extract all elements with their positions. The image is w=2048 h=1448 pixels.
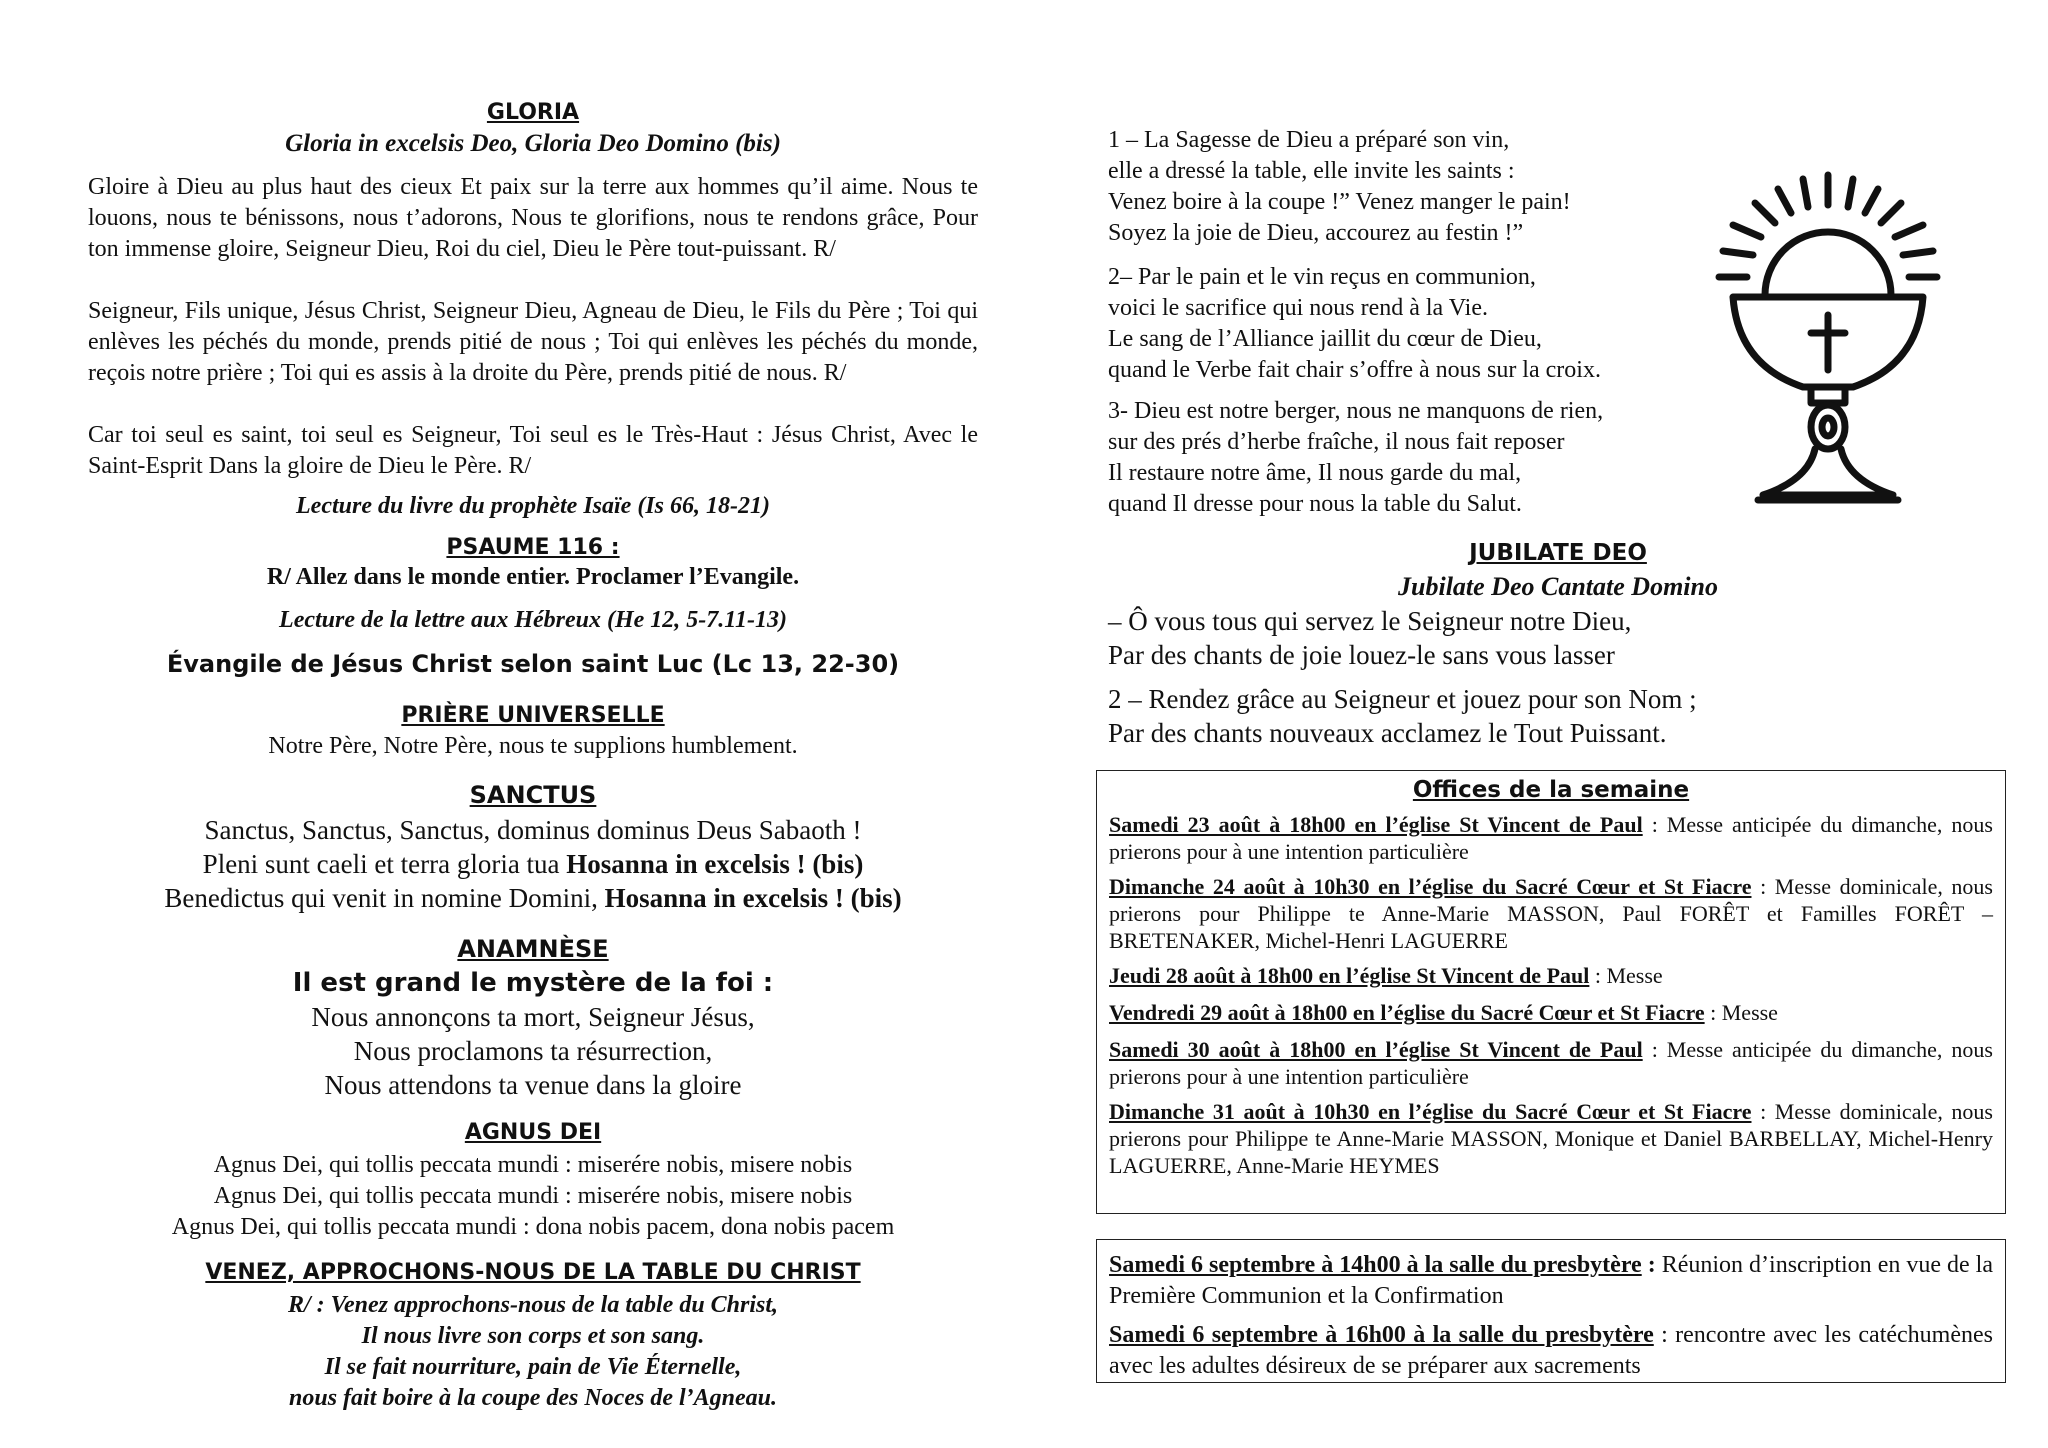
agnus-line-3: Agnus Dei, qui tollis peccata mundi : dona nobis pacem, dona nobis pacem bbox=[171, 1214, 895, 1240]
gloria-verse-3: Car toi seul es saint, toi seul es Seigneur, Toi seul es le Très-Haut : Jésus Christ, Avec le Saint-Esprit Dans la gloire de Dieu le Père. R/ bbox=[88, 422, 978, 479]
agnus-line-1: Agnus Dei, qui tollis peccata mundi : miserére nobis, misere nobis bbox=[213, 1152, 853, 1178]
chalice-icon bbox=[1703, 165, 1953, 510]
host-icon bbox=[1765, 232, 1891, 295]
jubilate-stanza-2 bbox=[1108, 682, 1697, 750]
jubilate-title: JUBILATE DEO bbox=[1469, 540, 1647, 566]
office-item-date: Samedi 30 août à 18h00 en l’église St Vincent de Paul bbox=[1109, 1037, 1643, 1062]
priere-text: Notre Père, Notre Père, nous te supplions humblement. bbox=[268, 733, 798, 759]
office-item bbox=[1109, 1098, 1993, 1179]
first-reading: Lecture du livre du prophète Isaïe (Is 66, 18-21) bbox=[296, 493, 770, 519]
sagesse-line: quand Il dresse pour nous la table du Salut. bbox=[1108, 491, 1522, 517]
second-reading: Lecture de la lettre aux Hébreux (He 12, 5-7.11-13) bbox=[279, 607, 787, 633]
sanctus-title: SANCTUS bbox=[469, 781, 597, 809]
sagesse-stanza-3 bbox=[1108, 396, 1708, 520]
offices-title: Offices de la semaine bbox=[1412, 777, 1690, 803]
sanctus-line-2 bbox=[88, 847, 978, 881]
gloria-refrain: Gloria in excelsis Deo, Gloria Deo Domino (bis) bbox=[285, 130, 781, 157]
notice-item bbox=[1109, 1320, 1993, 1382]
jubilate-stanza-1 bbox=[1108, 604, 1631, 672]
office-item-date: Dimanche 31 août à 10h30 en l’église du Sacré Cœur et St Fiacre bbox=[1109, 1099, 1752, 1124]
office-item-text: : Messe dominicale, nous prierons pour Philippe te Anne-Marie MASSON, Monique et Daniel BARBELLAY, Michel-Henry LAGUERRE, Anne-Marie HEYMES bbox=[1109, 1099, 1993, 1178]
anamnese-subtitle: Il est grand le mystère de la foi : bbox=[292, 968, 774, 998]
priere-title: PRIÈRE UNIVERSELLE bbox=[401, 703, 665, 728]
sagesse-line: Soyez la joie de Dieu, accourez au festin !” bbox=[1108, 220, 1524, 246]
office-item-date: Vendredi 29 août à 18h00 en l’église du Sacré Cœur et St Fiacre bbox=[1109, 1000, 1705, 1025]
notice-item-text: Réunion d’inscription en vue de la Première Communion et la Confirmation bbox=[1109, 1252, 1993, 1309]
office-item-text: : Messe anticipée du dimanche, nous prierons pour à une intention particulière bbox=[1109, 1037, 1993, 1089]
gloria-verse-2: Seigneur, Fils unique, Jésus Christ, Seigneur Dieu, Agneau de Dieu, le Fils du Père ; Toi qui enlèves les péchés du monde, prends pitié de nous ; Toi qui enlèves les péchés du monde, reçois notre prière ; Toi qui es assis à la droite du Père, prends pitié de nous. R/ bbox=[88, 298, 978, 386]
notice-item-date: Samedi 6 septembre à 14h00 à la salle du presbytère bbox=[1109, 1252, 1642, 1278]
psaume-refrain: R/ Allez dans le monde entier. Proclamer l’Evangile. bbox=[266, 564, 800, 590]
venez-line-2: Il nous livre son corps et son sang. bbox=[361, 1323, 705, 1349]
offices-box bbox=[1096, 770, 2006, 1214]
sagesse-line: 1 – La Sagesse de Dieu a préparé son vin, bbox=[1108, 127, 1510, 153]
anamnese-line-3: Nous attendons ta venue dans la gloire bbox=[324, 1070, 742, 1100]
psaume-title: PSAUME 116 : bbox=[446, 535, 620, 560]
sagesse-line: 3- Dieu est notre berger, nous ne manquons de rien, bbox=[1108, 398, 1604, 424]
jubilate-refrain: Jubilate Deo Cantate Domino bbox=[1398, 572, 1718, 601]
venez-line-1: R/ : Venez approchons-nous de la table du Christ, bbox=[287, 1292, 779, 1318]
notices-box bbox=[1096, 1239, 2006, 1383]
venez-line-3: Il se fait nourriture, pain de Vie Éternelle, bbox=[324, 1354, 742, 1380]
sagesse-line: Il restaure notre âme, Il nous garde du mal, bbox=[1108, 460, 1522, 486]
office-item-text: : Messe bbox=[1704, 1000, 1778, 1025]
jubilate-line: Par des chants de joie louez-le sans vous lasser bbox=[1108, 640, 1615, 670]
gloria-title: GLORIA bbox=[486, 100, 580, 125]
office-item-text: : Messe dominicale, nous prierons pour Philippe te Anne-Marie MASSON, Paul FORÊT et Familles FORÊT – BRETENAKER, Michel-Henri LAGUERRE bbox=[1109, 874, 1993, 953]
office-item-text: : Messe anticipée du dimanche, nous prierons pour à une intention particulière bbox=[1109, 812, 1993, 864]
sagesse-stanza-2 bbox=[1108, 262, 1601, 386]
sagesse-line: elle a dressé la table, elle invite les saints : bbox=[1108, 158, 1515, 184]
jubilate-line: – Ô vous tous qui servez le Seigneur notre Dieu, bbox=[1108, 606, 1632, 636]
office-item bbox=[1109, 1036, 1993, 1090]
gloria-verse-1: Gloire à Dieu au plus haut des cieux Et paix sur la terre aux hommes qu’il aime. Nous te louons, nous te bénissons, nous t’adorons, Nous te glorifions, nous te rendons grâce, Pour ton immense gloire, Seigneur Dieu, Roi du ciel, Dieu le Père tout-puissant. R/ bbox=[88, 174, 978, 262]
sanctus-line-1: Sanctus, Sanctus, Sanctus, dominus dominus Deus Sabaoth ! bbox=[204, 815, 862, 845]
office-item-text: : Messe bbox=[1589, 963, 1663, 988]
sagesse-line: Venez boire à la coupe !” Venez manger le pain! bbox=[1108, 189, 1571, 215]
office-item-date: Samedi 23 août à 18h00 en l’église St Vincent de Paul bbox=[1109, 812, 1643, 837]
gospel-title: Évangile de Jésus Christ selon saint Luc (Lc 13, 22-30) bbox=[166, 650, 900, 678]
sagesse-line: 2– Par le pain et le vin reçus en communion, bbox=[1108, 264, 1536, 290]
sanctus-line-3-hosanna: Hosanna in excelsis ! (bis) bbox=[604, 883, 902, 913]
office-item bbox=[1109, 873, 1993, 954]
sagesse-line: sur des prés d’herbe fraîche, il nous fait reposer bbox=[1108, 429, 1565, 455]
sagesse-line: quand le Verbe fait chair s’offre à nous sur la croix. bbox=[1108, 357, 1601, 383]
anamnese-title: ANAMNÈSE bbox=[457, 935, 609, 963]
jubilate-line: Par des chants nouveaux acclamez le Tout Puissant. bbox=[1108, 718, 1667, 748]
office-item-date: Jeudi 28 août à 18h00 en l’église St Vincent de Paul bbox=[1109, 963, 1590, 988]
notice-item-sep: : bbox=[1653, 1322, 1676, 1348]
office-item bbox=[1109, 811, 1993, 865]
anamnese-line-1: Nous annonçons ta mort, Seigneur Jésus, bbox=[311, 1002, 755, 1032]
sanctus-line-2-hosanna: Hosanna in excelsis ! (bis) bbox=[566, 849, 864, 879]
notice-item-date: Samedi 6 septembre à 16h00 à la salle du presbytère bbox=[1109, 1322, 1654, 1348]
sagesse-line: Le sang de l’Alliance jaillit du cœur de Dieu, bbox=[1108, 326, 1542, 352]
venez-line-4: nous fait boire à la coupe des Noces de l’Agneau. bbox=[289, 1385, 777, 1411]
jubilate-line: 2 – Rendez grâce au Seigneur et jouez pour son Nom ; bbox=[1108, 684, 1697, 714]
notice-item bbox=[1109, 1250, 1993, 1312]
office-item bbox=[1109, 962, 1993, 989]
sanctus-line-3-text: Benedictus qui venit in nomine Domini, bbox=[164, 883, 605, 913]
office-item-date: Dimanche 24 août à 10h30 en l’église du Sacré Cœur et St Fiacre bbox=[1109, 874, 1752, 899]
agnus-line-2: Agnus Dei, qui tollis peccata mundi : miserére nobis, misere nobis bbox=[213, 1183, 853, 1209]
office-item bbox=[1109, 999, 1993, 1026]
sanctus-line-2-text: Pleni sunt caeli et terra gloria tua bbox=[202, 849, 567, 879]
anamnese-line-2: Nous proclamons ta résurrection, bbox=[353, 1036, 713, 1066]
notice-item-text: rencontre avec les catéchumènes avec les adultes désireux de se préparer aux sacrements bbox=[1109, 1322, 1993, 1379]
venez-title: VENEZ, APPROCHONS-NOUS DE LA TABLE DU CHRIST bbox=[205, 1260, 861, 1285]
sagesse-stanza-1 bbox=[1108, 125, 1571, 249]
sanctus-line-3 bbox=[88, 881, 978, 915]
rays-icon bbox=[1719, 175, 1937, 277]
agnus-title: AGNUS DEI bbox=[464, 1120, 602, 1145]
notice-item-sep: : bbox=[1641, 1252, 1662, 1278]
sagesse-line: voici le sacrifice qui nous rend à la Vie. bbox=[1108, 295, 1488, 321]
